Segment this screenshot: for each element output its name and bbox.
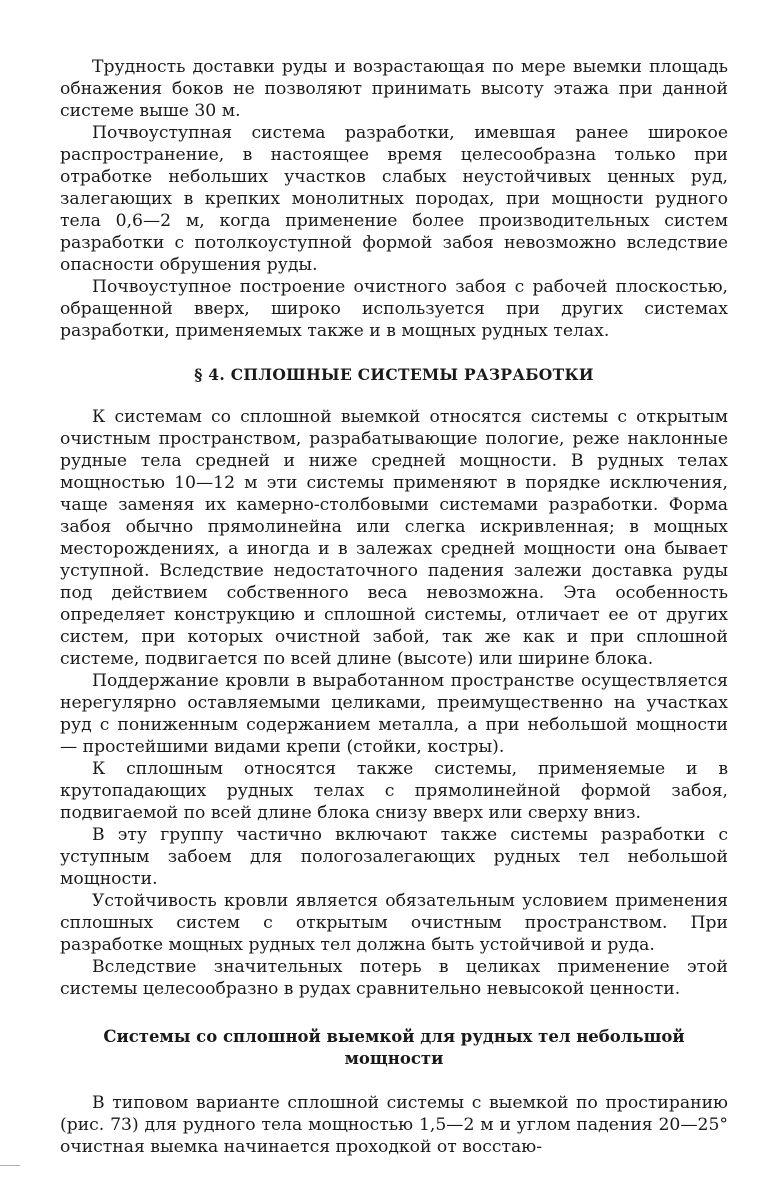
paragraph-steep-bodies: К сплошным относятся также системы, применяемые и в крутопадающих рудных телах с прямолинейной формой забоя, подвигаемой по всей длине блока снизу вверх или сверху вниз.	[60, 759, 728, 823]
paragraph-stage-height: Трудность доставки руды и возрастающая по мере выемки площадь обнажения боков не позволяют принимать высоту этажа при данной системе выше 30 м.	[60, 57, 728, 121]
page-text	[60, 56, 728, 1158]
paragraph-continuous-systems: К системам со сплошной выемкой относятся системы с открытым очистным пространством, разрабатывающие пологие, реже наклонные рудные тела средней и ниже средней мощности. В рудных телах мощностью 10—12 м эти системы применяют в порядке исключения, чаще заменяя их камерно-столбовыми системами разработки. Форма забоя обычно прямолинейна или слегка искривленная; в мощных месторождениях, а иногда и в залежах средней мощности она бывает уступной. Вследствие недостаточного падения залежи доставка руды под действием собственного веса невозможна. Эта особенность определяет конструкцию и сплошной системы, отличает ее от других систем, при которых очистной забой, так же как и при сплошной системе, подвигается по всей длине (высоте) или ширине блока.	[60, 407, 728, 669]
paragraph-bench-system: Почвоуступная система разработки, имевшая ранее широкое распространение, в настоящее время целесообразна только при отработке небольших участков слабых неустойчивых ценных руд, залегающих в крепких монолитных породах, при мощности рудного тела 0,6—2 м, когда применение более производительных систем разработки с потолкоуступной формой забоя невозможно вследствие опасности обрушения руды.	[60, 123, 728, 275]
section-heading: § 4. СПЛОШНЫЕ СИСТЕМЫ РАЗРАБОТКИ	[194, 365, 594, 384]
paragraph-typical-variant: В типовом варианте сплошной системы с выемкой по простиранию (рис. 73) для рудного тела мощностью 1,5—2 м и углом падения 20—25° очистная выемка начинается проходкой от восстаю-	[60, 1093, 728, 1157]
paragraph-losses: Вследствие значительных потерь в целиках применение этой системы целесообразно в рудах сравнительно невысокой ценности.	[60, 957, 728, 999]
page-edge-mark	[0, 1165, 20, 1166]
paragraph-bench-layout: Почвоуступное построение очистного забоя с рабочей плоскостью, обращенной вверх, широко используется при других системах разработки, применяемых также и в мощных рудных телах.	[60, 277, 728, 341]
subsection-heading: Системы со сплошной выемкой для рудных тел небольшой мощности	[103, 1027, 685, 1068]
paragraph-roof-stability: Устойчивость кровли является обязательным условием применения сплошных систем с открытым очистным пространством. При разработке мощных рудных тел должна быть устойчивой и руда.	[60, 891, 728, 955]
paragraph-roof-support: Поддержание кровли в выработанном пространстве осуществляется нерегулярно оставляемыми целиками, преимущественно на участках руд с пониженным содержанием металла, а при небольшой мощности — простейшими видами крепи (стойки, костры).	[60, 671, 728, 757]
paragraph-group: В эту группу частично включают также системы разработки с уступным забоем для пологозалегающих рудных тел небольшой мощности.	[60, 825, 728, 889]
